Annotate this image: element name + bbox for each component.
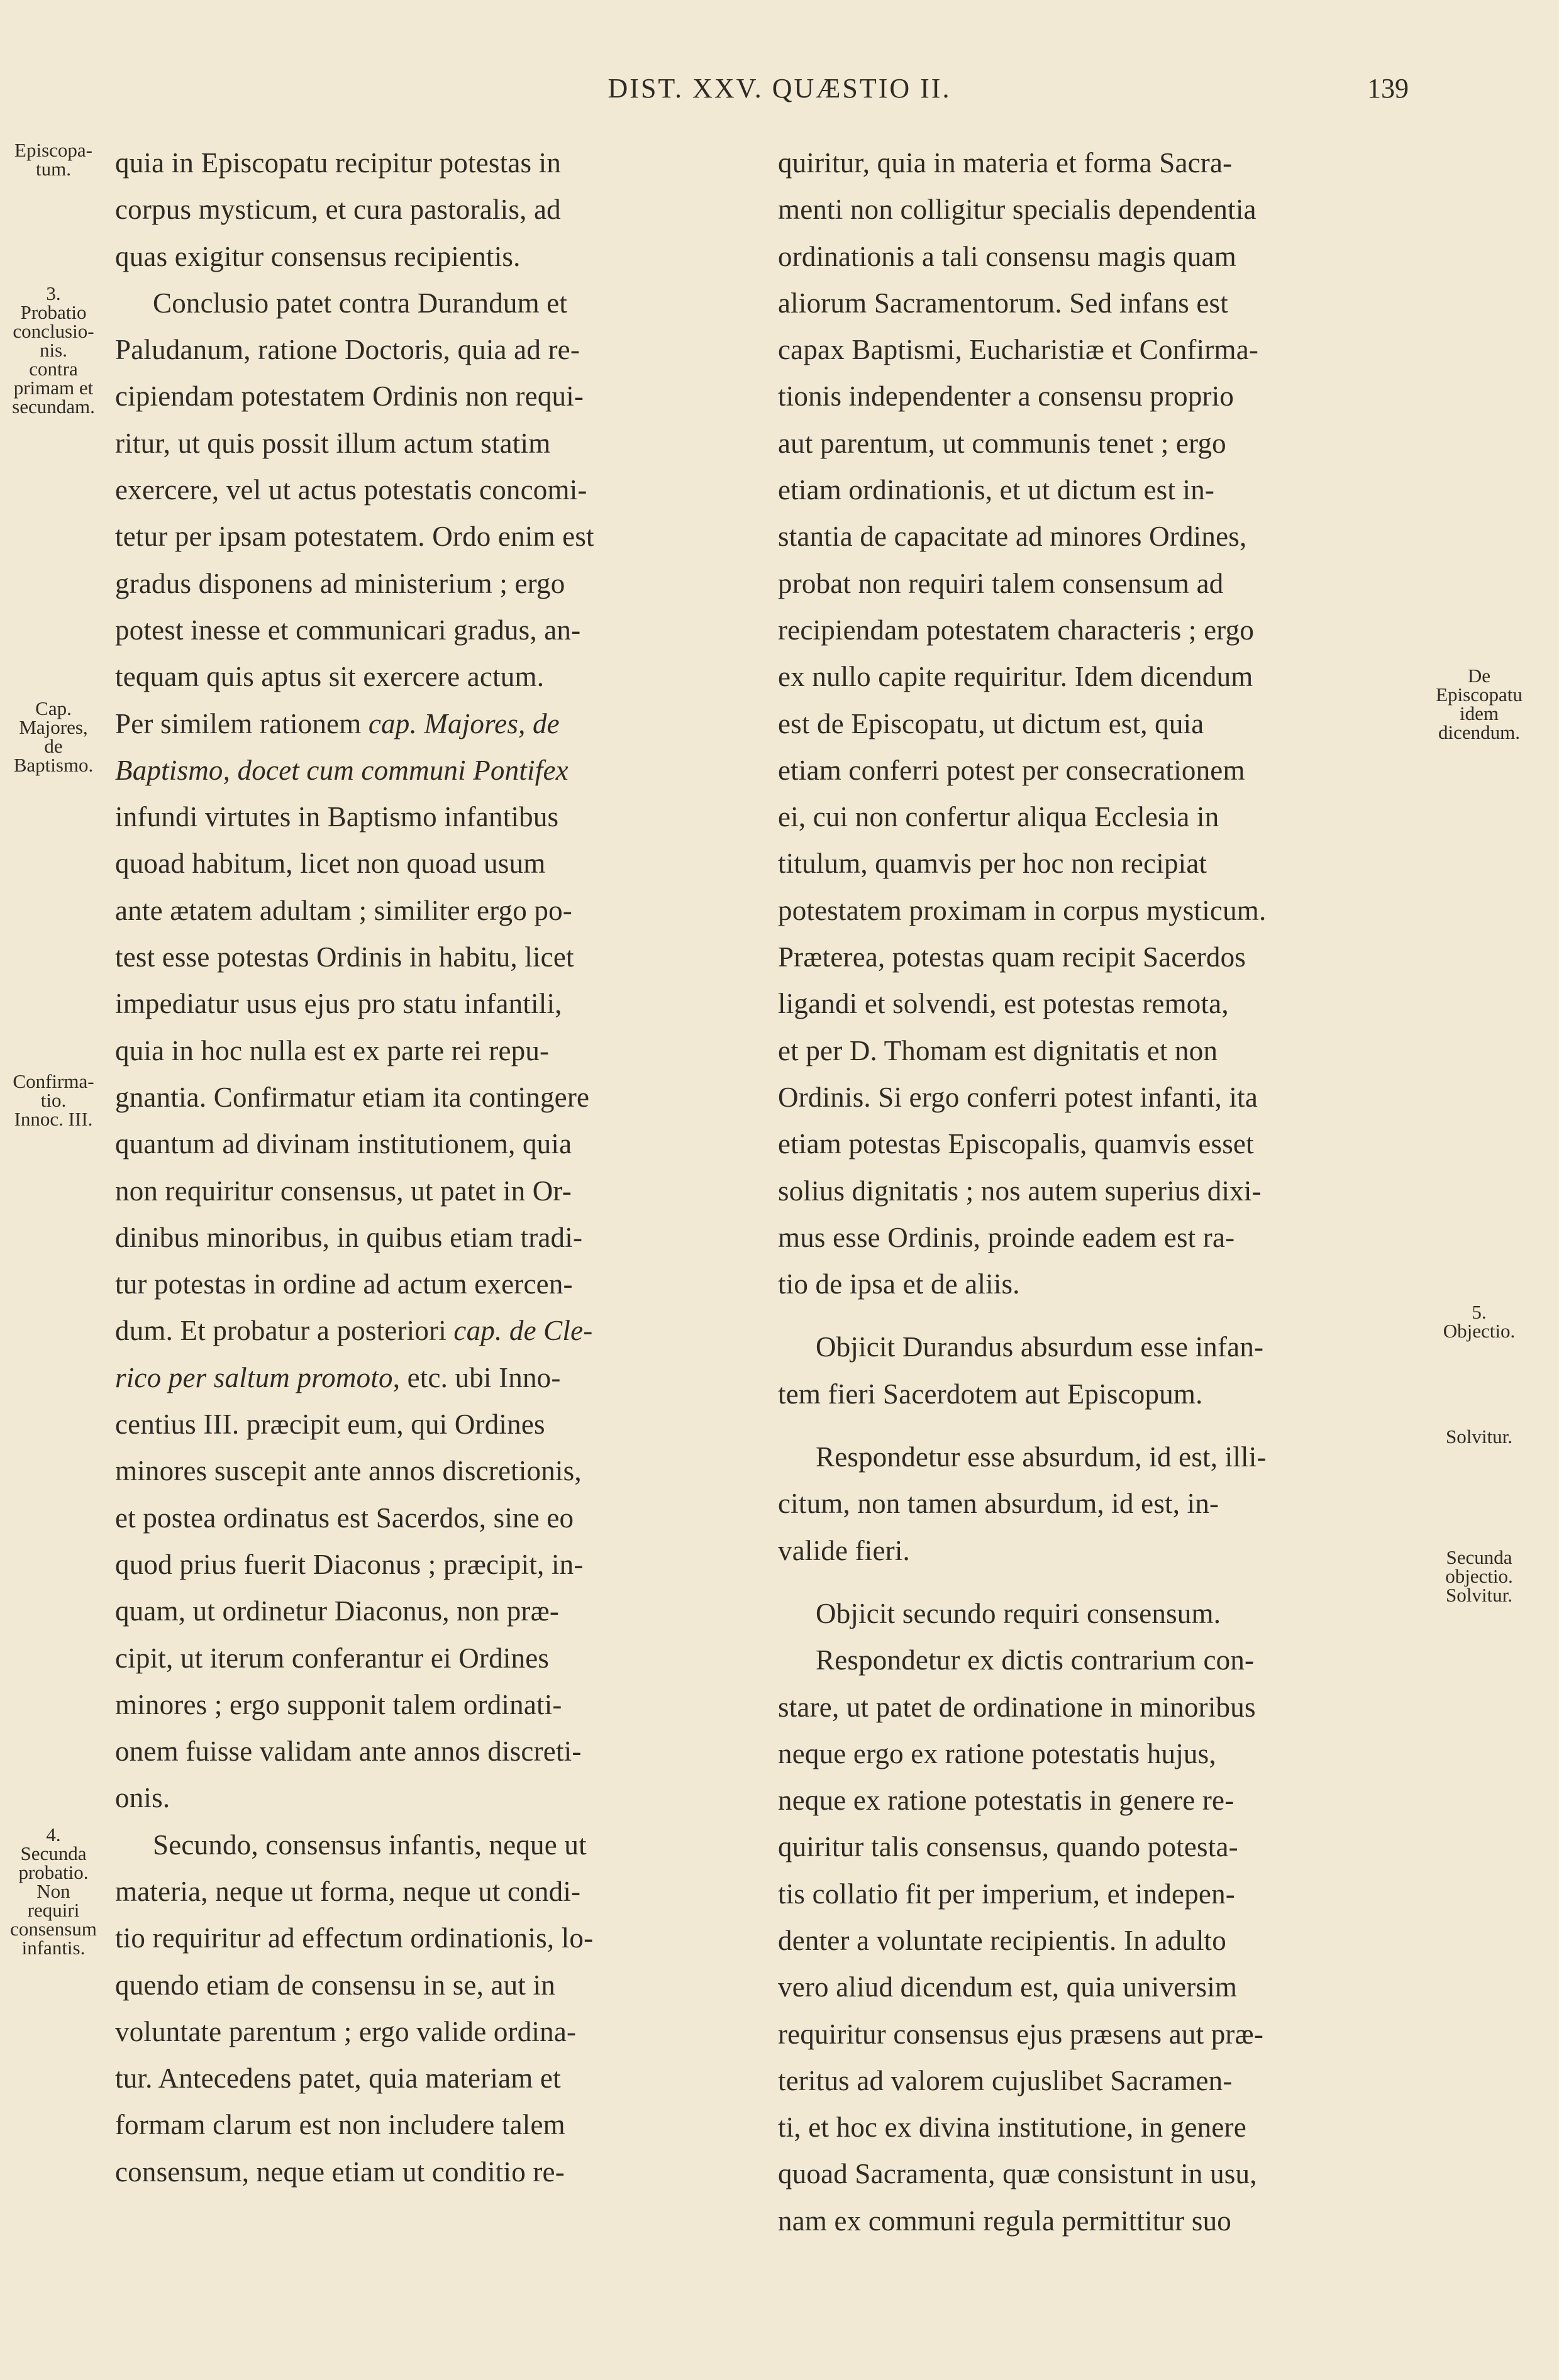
text-line: nam ex communi regula permittitur suo <box>778 2205 1231 2237</box>
text-line: Paludanum, ratione Doctoris, quia ad re- <box>115 334 580 366</box>
text-line: neque ergo ex ratione potestatis hujus, <box>778 1737 1216 1769</box>
text-line: gradus disponens ad ministerium ; ergo <box>115 567 565 599</box>
text-line: aliorum Sacramentorum. Sed infans est <box>778 287 1228 319</box>
margin-note-line: tum. <box>36 158 71 180</box>
text-line: neque ex ratione potestatis in genere re- <box>778 1785 1234 1817</box>
text-line: formam clarum est non includere talem <box>115 2109 565 2141</box>
left-column <box>115 140 731 2195</box>
text-line: ante ætatem adultam ; similiter ergo po- <box>115 894 572 926</box>
text-line: titulum, quamvis per hoc non recipiat <box>778 848 1207 880</box>
text-line: non requiritur consensus, ut patet in Or- <box>115 1175 572 1207</box>
text-line: mus esse Ordinis, proinde eadem est ra- <box>778 1221 1235 1253</box>
text-line: tionis independenter a consensu proprio <box>778 380 1234 412</box>
text-line: tur potestas in ordine ad actum exercen- <box>115 1268 573 1300</box>
paragraph-gap <box>778 1307 1394 1324</box>
margin-note-line: objectio. <box>1445 1565 1513 1587</box>
margin-note-line: idem <box>1460 702 1499 724</box>
text-line: tur. Antecedens patet, quia materiam et <box>115 2062 561 2095</box>
text-line: quia in Episcopatu recipitur potestas in <box>115 147 562 179</box>
text-line: capax Baptismi, Eucharistiæ et Confirma- <box>778 334 1259 366</box>
margin-note-line: requiri <box>27 1899 80 1921</box>
text-line <box>115 1354 731 1401</box>
margin-note-line: Solvitur. <box>1446 1584 1512 1606</box>
page-number: 139 <box>1367 73 1409 104</box>
text-line: tio requiritur ad effectum ordinationis, lo- <box>115 1922 594 1954</box>
text-line: solius dignitatis ; nos autem superius dixi- <box>778 1175 1262 1207</box>
text-line: potestatem proximam in corpus mysticum. <box>778 894 1267 926</box>
text-line: gnantia. Confirmatur etiam ita contingere <box>115 1081 590 1113</box>
text-line: recipiendam potestatem characteris ; ergo <box>778 614 1255 646</box>
text-line: aut parentum, ut communis tenet ; ergo <box>778 427 1226 459</box>
text-line <box>115 1307 731 1354</box>
text-line: dinibus minoribus, in quibus etiam tradi- <box>115 1221 583 1253</box>
text-line: consensum, neque etiam ut conditio re- <box>115 2156 565 2188</box>
margin-note-line: contra <box>29 358 78 380</box>
text-line: quia in hoc nulla est ex parte rei repu- <box>115 1034 550 1066</box>
text-line: et per D. Thomam est dignitatis et non <box>778 1034 1218 1066</box>
text-line: quantum ad divinam institutionem, quia <box>115 1128 572 1160</box>
text-line: test esse potestas Ordinis in habitu, licet <box>115 941 574 973</box>
margin-note-line: nis. <box>40 339 67 361</box>
italic-citation: cap. de Cle- <box>453 1315 593 1347</box>
italic-citation: cap. Majores, de <box>368 707 560 739</box>
text-line: impediatur usus ejus pro statu infantili, <box>115 988 562 1020</box>
text-line: quendo etiam de consensu in se, aut in <box>115 1969 555 2001</box>
margin-note-line: 5. <box>1472 1301 1487 1323</box>
text-line: Præterea, potestas quam recipit Sacerdos <box>778 941 1246 973</box>
margin-note-line: probatio. <box>18 1861 89 1883</box>
text-line: etiam ordinationis, et ut dictum est in- <box>778 474 1215 506</box>
text-line: tis collatio fit per imperium, et indepen- <box>778 1878 1235 1910</box>
margin-note <box>1410 1548 1548 1605</box>
margin-note-line: 3. <box>46 282 61 304</box>
text-line: ritur, ut quis possit illum actum statim <box>115 427 551 459</box>
text-line: quiritur, quia in materia et forma Sacra- <box>778 147 1233 179</box>
text-line: materia, neque ut forma, neque ut condi- <box>115 1875 581 1907</box>
margin-note-line: Episcopa- <box>14 139 92 161</box>
margin-note <box>1410 667 1548 742</box>
text-line: quiritur talis consensus, quando potesta- <box>778 1831 1238 1863</box>
margin-note <box>0 141 107 179</box>
margin-note-line: Cap. <box>35 697 72 719</box>
text-line: onis. <box>115 1782 170 1814</box>
text-line: Ordinis. Si ergo conferri potest infanti, ita <box>778 1081 1258 1113</box>
text-line: quoad Sacramenta, quæ consistunt in usu, <box>778 2158 1257 2190</box>
text-line: tetur per ipsam potestatem. Ordo enim est <box>115 521 594 553</box>
text-line: tem fieri Sacerdotem aut Episcopum. <box>778 1378 1203 1410</box>
text-line: cipiendam potestatem Ordinis non requi- <box>115 380 584 412</box>
margin-note <box>1410 1303 1548 1341</box>
margin-note-line: secundam. <box>12 396 95 418</box>
margin-note <box>0 1072 107 1129</box>
text-line: cipit, ut iterum conferantur ei Ordines <box>115 1642 550 1674</box>
text-line: etiam conferri potest per consecrationem <box>778 754 1245 786</box>
text-line: minores suscepit ante annos discretionis, <box>115 1455 582 1487</box>
text-line: minores ; ergo supponit talem ordinati- <box>115 1688 562 1720</box>
text-line <box>115 700 731 747</box>
text-line: Respondetur ex dictis contrarium con- <box>816 1644 1255 1676</box>
text-line: tio de ipsa et de aliis. <box>778 1268 1020 1300</box>
text-line: tequam quis aptus sit exercere actum. <box>115 661 545 693</box>
text-line: denter a voluntate recipientis. In adulto <box>778 1924 1226 1956</box>
margin-note-line: Solvitur. <box>1446 1425 1512 1447</box>
text-line: quoad habitum, licet non quoad usum <box>115 848 546 880</box>
margin-note-line: Objectio. <box>1443 1320 1516 1342</box>
text-line: valide fieri. <box>778 1534 910 1566</box>
italic-citation: Baptismo, docet cum communi Pontifex <box>115 754 569 786</box>
margin-note-line: infantis. <box>21 1937 86 1959</box>
text-span: Per similem rationem <box>115 707 362 739</box>
running-header: DIST. XXV. QUÆSTIO II. <box>608 73 951 104</box>
text-line: Objicit secundo requiri consensum. <box>816 1597 1221 1629</box>
text-line: onem fuisse validam ante annos discreti- <box>115 1735 582 1768</box>
margin-note-line: Baptismo. <box>13 754 94 776</box>
text-line: ei, cui non confertur aliqua Ecclesia in <box>778 801 1219 833</box>
margin-note-line: Secunda <box>20 1842 87 1864</box>
text-line: potest inesse et communicari gradus, an- <box>115 614 581 646</box>
margin-note-line: Confirma- <box>13 1070 94 1092</box>
text-line: ex nullo capite requiritur. Idem dicendum <box>778 661 1253 693</box>
text-line: est de Episcopatu, ut dictum est, quia <box>778 707 1204 739</box>
text-line: et postea ordinatus est Sacerdos, sine eo <box>115 1502 574 1534</box>
margin-note-line: Innoc. III. <box>14 1108 93 1130</box>
text-line: requiritur consensus ejus præsens aut præ- <box>778 2018 1264 2050</box>
margin-note-line: Secunda <box>1446 1546 1512 1568</box>
text-line: Respondetur esse absurdum, id est, illi- <box>816 1441 1267 1473</box>
margin-note-line: consensum <box>10 1918 97 1940</box>
paragraph-gap <box>778 1417 1394 1434</box>
text-line: centius III. præcipit eum, qui Ordines <box>115 1409 545 1441</box>
text-line: infundi virtutes in Baptismo infantibus <box>115 801 559 833</box>
text-line: etiam potestas Episcopalis, quamvis esset <box>778 1128 1254 1160</box>
text-line: voluntate parentum ; ergo valide ordina- <box>115 2015 577 2047</box>
margin-note <box>0 284 107 416</box>
text-line: ti, et hoc ex divina institutione, in genere <box>778 2112 1246 2144</box>
margin-note-line: conclusio- <box>13 320 94 342</box>
text-line: ordinationis a tali consensu magis quam <box>778 240 1236 272</box>
text-span: dum. Et probatur a posteriori <box>115 1315 447 1347</box>
margin-note-line: 4. <box>46 1824 61 1846</box>
margin-note-line: tio. <box>40 1089 67 1111</box>
text-span: , etc. ubi Inno- <box>392 1361 561 1393</box>
text-line: quas exigitur consensus recipientis. <box>115 240 521 272</box>
text-line: quod prius fuerit Diaconus ; præcipit, in- <box>115 1548 584 1580</box>
text-line: vero aliud dicendum est, quia universim <box>778 1971 1238 2003</box>
text-line: stantia de capacitate ad minores Ordines, <box>778 521 1247 553</box>
text-line: exercere, vel ut actus potestatis concomi- <box>115 474 587 506</box>
text-line: quam, ut ordinetur Diaconus, non præ- <box>115 1595 560 1627</box>
margin-note-line: Non <box>36 1880 70 1902</box>
margin-note-line: De <box>1467 665 1491 687</box>
text-line: Objicit Durandus absurdum esse infan- <box>816 1331 1264 1363</box>
margin-note-line: Probatio <box>20 301 87 323</box>
margin-note-line: primam et <box>13 377 94 399</box>
text-line: citum, non tamen absurdum, id est, in- <box>778 1488 1219 1520</box>
margin-note-line: Episcopatu <box>1436 684 1523 706</box>
right-column <box>778 140 1394 2244</box>
text-line: ligandi et solvendi, est potestas remota, <box>778 988 1229 1020</box>
text-line: probat non requiri talem consensum ad <box>778 567 1224 599</box>
margin-note-line: de <box>44 735 63 757</box>
paragraph-gap <box>778 1574 1394 1590</box>
text-line: Conclusio patet contra Durandum et <box>153 287 568 319</box>
italic-citation: rico per saltum promoto <box>115 1361 393 1393</box>
margin-note <box>0 699 107 775</box>
text-line: stare, ut patet de ordinatione in minoribus <box>778 1691 1256 1723</box>
margin-note <box>1410 1427 1548 1446</box>
text-line: Secundo, consensus infantis, neque ut <box>153 1829 587 1861</box>
text-line: menti non colligitur specialis dependentia <box>778 194 1257 226</box>
margin-note-line: dicendum. <box>1438 721 1520 743</box>
text-line <box>115 747 731 794</box>
text-line: corpus mysticum, et cura pastoralis, ad <box>115 194 561 226</box>
margin-note <box>0 1825 107 1957</box>
margin-note-line: Majores, <box>19 716 88 738</box>
text-line: teritus ad valorem cujuslibet Sacramen- <box>778 2064 1233 2096</box>
